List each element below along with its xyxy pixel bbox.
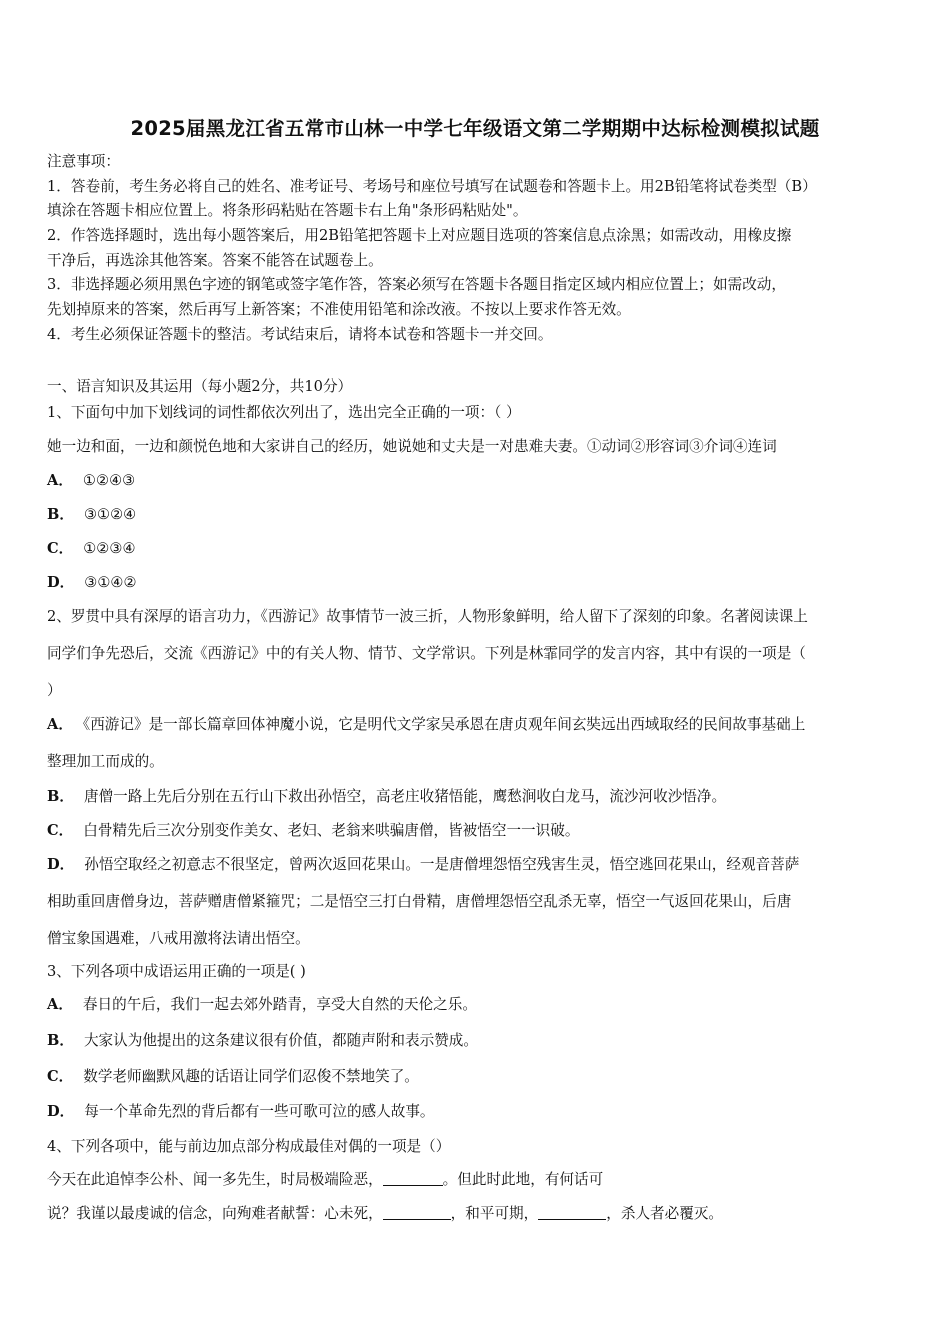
option-label: B． [47,506,74,523]
q1-option-d [47,571,907,592]
q2-option-d-cont: 僧宝象国遇难，八戒用激将法请出悟空。 [47,930,310,947]
notes-line: 1．答卷前，考生务必将自己的姓名、准考证号、考场号和座位号填写在试题卷和答题卡上。用2B铅笔将试卷类型（B） [47,177,817,195]
q3-option-c [47,1065,907,1086]
question-2-stem: 同学们争先恐后，交流《西游记》中的有关人物、情节、文学常识。下列是林霏同学的发言内容，其中有误的一项是（ [47,645,806,662]
notes-section [47,150,907,348]
answer-blank [538,1205,606,1220]
option-label: A． [47,996,73,1013]
q3-option-b [47,1029,907,1050]
option-text: 《西游记》是一部长篇章回体神魔小说，它是明代文学家吴承恩在唐贞观年间玄奘远出西域取经的民间故事基础上 [82,716,806,733]
notes-line: 先划掉原来的答案，然后再写上新答案；不准使用铅笔和涂改液。不按以上要求作答无效。 [47,301,631,319]
q1-option-a [47,469,907,490]
option-text: 白骨精先后三次分别变作美女、老妇、老翁来哄骗唐僧，皆被悟空一一识破。 [83,822,580,839]
q2-option-d-cont: 相助重回唐僧身边，菩萨赠唐僧紧箍咒；二是悟空三打白骨精，唐僧埋怨悟空乱杀无辜，悟空一气返回花果山，后唐 [47,893,792,910]
q1-option-c [47,537,907,558]
option-text: 孙悟空取经之初意志不很坚定，曾两次返回花果山。一是唐僧埋怨悟空残害生灵，悟空逃回花果山，经观音菩萨 [84,856,800,873]
option-text: ③①④② [84,574,137,591]
option-label: A． [47,716,73,733]
question-1-stem: 1、下面句中加下划线词的词性都依次列出了，选出完全正确的一项：（ ） [47,404,521,421]
option-text: 数学老师幽默风趣的话语让同学们忍俊不禁地笑了。 [83,1068,419,1085]
option-text: ③①②④ [83,506,137,523]
option-text: 每一个革命先烈的背后都有一些可歌可泣的感人故事。 [84,1103,435,1120]
q3-option-d [47,1100,907,1121]
question-4-text [47,1202,907,1223]
text-segment: ，和平可期， [450,1205,539,1222]
question-3-stem: 3、下列各项中成语运用正确的一项是( ) [47,963,306,980]
option-label: D． [47,574,75,591]
option-text: 大家认为他提出的这条建议很有价值，都随声附和表示赞成。 [83,1032,478,1049]
text-segment: 。但此时此地，有何话可 [442,1171,604,1188]
notes-line: 填涂在答题卡相应位置上。将条形码粘贴在答题卡右上角"条形码粘贴处"。 [47,202,528,220]
page-title: 2025届黑龙江省五常市山林一中学七年级语文第二学期期中达标检测模拟试题 [130,117,820,140]
text-segment: ，杀人者必覆灭。 [606,1205,724,1222]
notes-heading: 注意事项： [47,153,120,170]
option-label: D． [47,856,75,873]
notes-line: 4．考生必须保证答题卡的整洁。考试结束后，请将本试卷和答题卡一并交回。 [47,325,553,343]
option-label: C． [47,822,74,839]
option-text: ①②③④ [83,540,136,557]
question-4-text [47,1168,907,1189]
answer-blank [383,1205,451,1220]
notes-line: 干净后，再选涂其他答案。答案不能答在试题卷上。 [47,251,383,269]
text-segment: 今天在此追悼李公朴、闻一多先生，时局极端险恶， [47,1171,383,1188]
option-text: ①②④③ [82,472,136,489]
option-label: B． [47,788,74,805]
text-segment: 说？我谨以最虔诚的信念，向殉难者献誓：心未死， [47,1205,383,1222]
q3-option-a [47,993,907,1014]
question-1-text: 她一边和面，一边和颜悦色地和大家讲自己的经历，她说她和丈夫是一对患难夫妻。①动词②形容词③介词④连词 [47,438,777,455]
option-label: C． [47,540,74,557]
q1-option-b [47,503,907,524]
answer-blank [383,1171,443,1186]
question-2-stem: ） [47,682,62,699]
q2-option-d [47,853,907,874]
question-2-stem: 2、罗贯中具有深厚的语言功力，《西游记》故事情节一波三折，人物形象鲜明，给人留下了深刻的印象。名著阅读课上 [47,608,808,625]
q2-option-a [47,713,907,734]
option-label: B． [47,1032,74,1049]
option-label: D． [47,1103,75,1120]
q2-option-a-cont: 整理加工而成的。 [47,753,164,770]
option-label: C． [47,1068,74,1085]
q2-option-b [47,785,907,806]
option-text: 唐僧一路上先后分别在五行山下救出孙悟空，高老庄收猪悟能，鹰愁涧收白龙马，流沙河收沙悟净。 [83,788,727,805]
option-text: 春日的午后，我们一起去郊外踏青，享受大自然的天伦之乐。 [82,996,477,1013]
q2-option-c [47,819,907,840]
notes-line: 2．作答选择题时，选出每小题答案后，用2B铅笔把答题卡上对应题目选项的答案信息点涂黑；如需改动，用橡皮擦 [47,227,792,245]
notes-line: 3．非选择题必须用黑色字迹的钢笔或签字笔作答，答案必须写在答题卡各题目指定区域内相应位置上；如需改动， [47,276,786,294]
question-4-stem: 4、下列各项中，能与前边加点部分构成最佳对偶的一项是（） [47,1138,451,1155]
section-heading: 一、语言知识及其运用（每小题2分，共10分） [47,378,353,395]
option-label: A． [47,472,73,489]
